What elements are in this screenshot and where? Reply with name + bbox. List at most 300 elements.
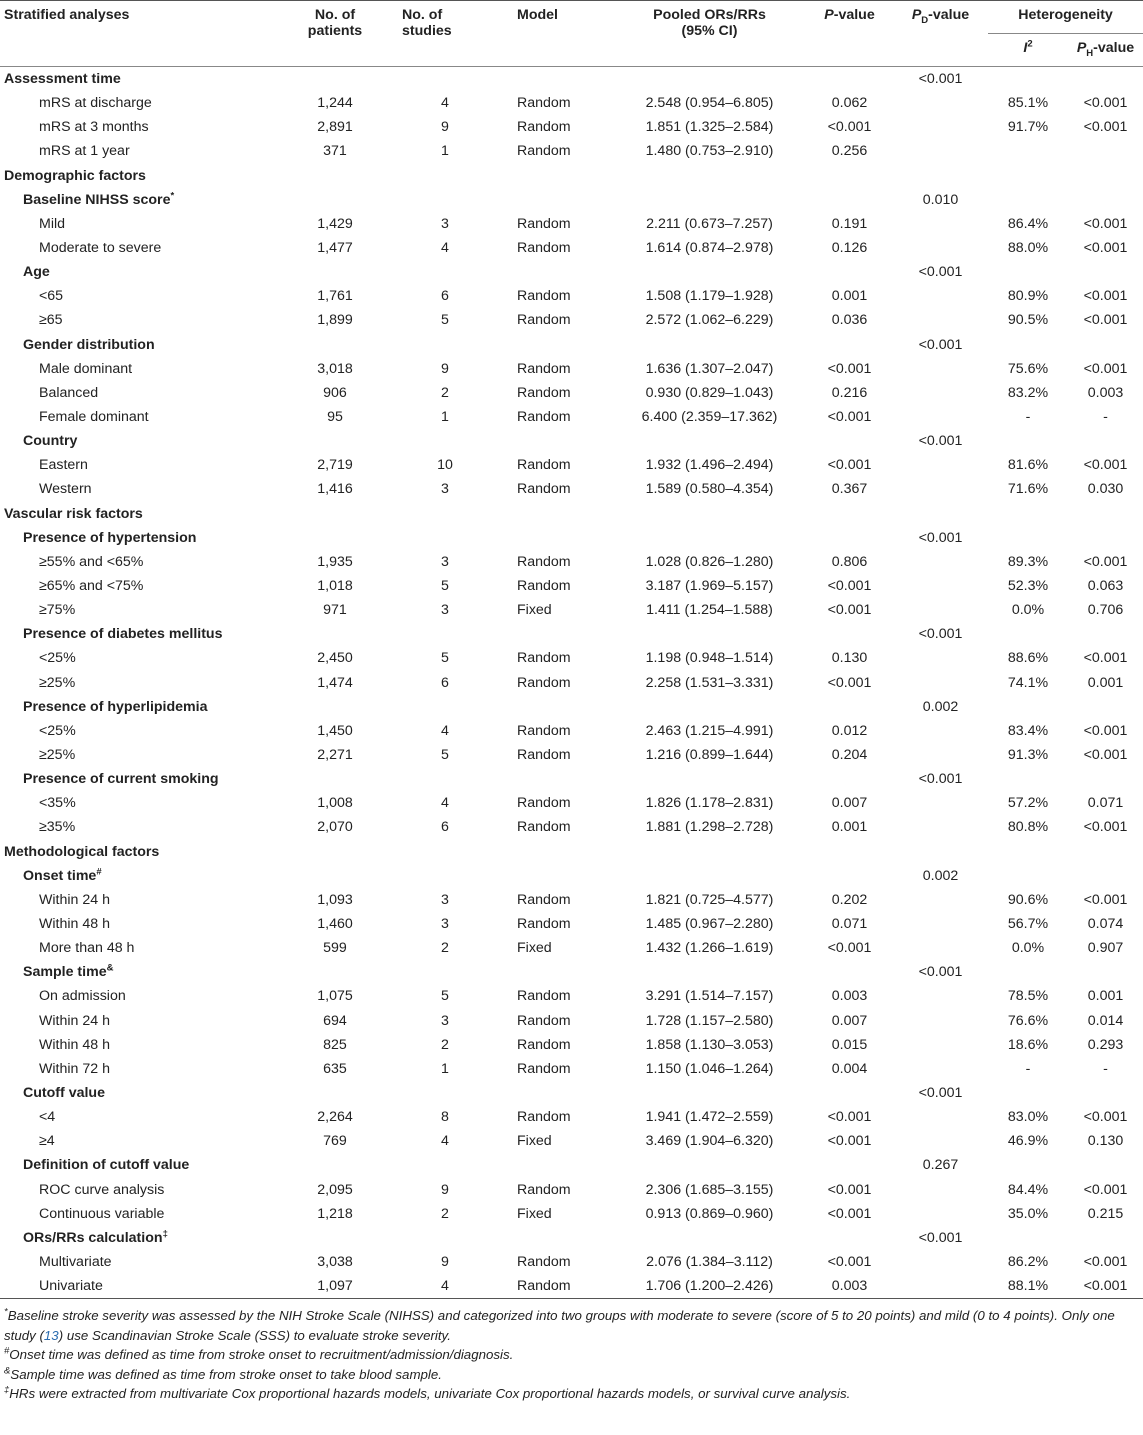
cell-patients: 2,891 — [317, 119, 353, 136]
cell-patients — [290, 188, 380, 212]
cell-ph-value — [1068, 67, 1143, 92]
cell-studies — [380, 188, 510, 212]
cell-pooled-or: 1.851 (1.325–2.584) — [645, 119, 774, 136]
cell-pd-value: <0.001 — [918, 626, 963, 643]
cell-p-value: 0.007 — [831, 1012, 868, 1029]
cell-patients: 694 — [323, 1012, 347, 1029]
cell-ph-value: <0.001 — [1083, 240, 1128, 257]
table-row — [0, 598, 1143, 622]
cell-p-value: <0.001 — [827, 1109, 872, 1126]
cell-p-value: <0.001 — [827, 578, 872, 595]
cell-model — [510, 840, 613, 864]
cell-pooled-or — [613, 960, 806, 984]
cell-studies: 2 — [441, 1205, 449, 1222]
cell-pd-value — [893, 381, 988, 405]
cell-patients: 1,935 — [317, 553, 353, 570]
row-label: <4 — [39, 1109, 56, 1126]
cell-p-value — [806, 526, 893, 550]
cell-ph-value — [1068, 840, 1143, 864]
cell-p-value: 0.007 — [831, 795, 868, 812]
table-row — [0, 139, 1143, 163]
cell-i2: 76.6% — [1007, 1012, 1049, 1029]
cell-pd-value: 0.010 — [922, 191, 959, 208]
cell-p-value: <0.001 — [827, 602, 872, 619]
cell-pd-value — [893, 405, 988, 429]
cell-studies: 3 — [441, 481, 449, 498]
cell-ph-value — [1068, 1226, 1143, 1250]
cell-pooled-or — [613, 767, 806, 791]
cell-studies: 1 — [441, 409, 449, 426]
cell-pd-value — [893, 284, 988, 308]
cell-model: Random — [517, 1109, 571, 1126]
cell-pooled-or: 1.480 (0.753–2.910) — [645, 143, 774, 160]
cell-studies: 3 — [441, 891, 449, 908]
cell-model — [510, 260, 613, 284]
cell-p-value: 0.367 — [831, 481, 868, 498]
table-body — [0, 67, 1143, 1299]
cell-studies: 5 — [441, 988, 449, 1005]
cell-studies: 3 — [441, 553, 449, 570]
cell-model: Random — [517, 312, 571, 329]
cell-studies: 3 — [441, 602, 449, 619]
row-label: On admission — [39, 988, 126, 1005]
cell-patients: 825 — [323, 1036, 347, 1053]
cell-pooled-or: 3.291 (1.514–7.157) — [645, 988, 774, 1005]
cell-model: Random — [517, 288, 571, 305]
row-label: ≥75% — [39, 602, 76, 619]
table-row — [0, 1057, 1143, 1081]
cell-pooled-or: 1.216 (0.899–1.644) — [645, 747, 774, 763]
table-row — [0, 477, 1143, 501]
cell-studies — [380, 164, 510, 188]
cell-pooled-or: 0.913 (0.869–0.960) — [645, 1205, 774, 1222]
table-row — [0, 1250, 1143, 1274]
cell-ph-value: 0.074 — [1087, 915, 1124, 932]
cell-patients — [290, 622, 380, 646]
cell-i2: 46.9% — [1007, 1133, 1049, 1150]
cell-pd-value — [893, 357, 988, 381]
cell-ph-value — [1068, 960, 1143, 984]
row-label: Gender distribution — [23, 336, 155, 353]
cell-pooled-or — [613, 840, 806, 864]
cell-model: Random — [517, 1036, 571, 1053]
cell-patients — [290, 767, 380, 791]
cell-p-value: 0.216 — [831, 384, 868, 401]
cell-studies: 6 — [441, 819, 449, 836]
row-label: mRS at discharge — [39, 95, 152, 112]
cell-p-value — [806, 622, 893, 646]
cell-patients: 769 — [323, 1133, 347, 1150]
cell-patients — [290, 1081, 380, 1105]
cell-pd-value: 0.267 — [922, 1157, 959, 1174]
cell-model: Random — [517, 795, 571, 812]
cell-pooled-or: 1.411 (1.254–1.588) — [646, 602, 773, 619]
cell-i2 — [988, 622, 1068, 646]
cell-pd-value — [893, 936, 988, 960]
cell-patients: 1,899 — [317, 312, 353, 329]
cell-pooled-or: 1.858 (1.130–3.053) — [645, 1036, 774, 1053]
cell-patients: 1,097 — [290, 1274, 380, 1299]
cell-pooled-or: 1.614 (0.874–2.978) — [645, 240, 774, 257]
cell-i2: 84.4% — [1007, 1181, 1049, 1198]
cell-i2: 83.2% — [1007, 384, 1049, 401]
cell-i2 — [988, 502, 1068, 526]
cell-p-value — [806, 429, 893, 453]
cell-pooled-or: 1.881 (1.298–2.728) — [645, 819, 774, 836]
cell-patients — [290, 502, 380, 526]
header-ph-value: $P_H$-value — [1068, 34, 1143, 67]
header-heterogeneity: Heterogeneity — [988, 1, 1143, 34]
cell-patients — [290, 695, 380, 719]
table-row — [0, 936, 1143, 960]
cell-p-value — [806, 840, 893, 864]
cell-studies: 5 — [441, 650, 449, 667]
cell-pd-value — [893, 888, 988, 912]
cell-model: Random — [517, 360, 571, 377]
cell-pooled-or: 6.400 (2.359–17.362) — [641, 409, 778, 426]
cell-p-value — [806, 695, 893, 719]
cell-pd-value — [893, 139, 988, 163]
cell-ph-value: <0.001 — [1083, 360, 1128, 377]
cell-pd-value — [893, 164, 988, 188]
cell-p-value: <0.001 — [827, 1205, 872, 1222]
cell-model: Random — [517, 457, 571, 474]
cell-patients: 971 — [323, 602, 347, 619]
cell-patients: 1,761 — [317, 288, 353, 305]
cell-pooled-or: 1.028 (0.826–1.280) — [645, 553, 774, 570]
cell-i2: 83.4% — [1007, 722, 1049, 739]
cell-i2 — [988, 1153, 1068, 1177]
cell-i2: 86.4% — [1007, 215, 1049, 232]
cell-studies: 1 — [441, 143, 449, 160]
table-row — [0, 308, 1143, 332]
cell-studies: 6 — [441, 288, 449, 305]
cell-pd-value — [893, 91, 988, 115]
cell-model: Random — [517, 915, 571, 932]
footnote-nihss: *Baseline stroke severity was assessed by the NIH Stroke Scale (NIHSS) and categorized into two groups with moderate to severe (score of 5 to 20 points) and mild (0 to 4 points). Only one study (13) use Scandinavian Stroke Scale (SSS) to evaluate stroke severity. — [4, 1306, 1115, 1343]
cell-p-value: 0.191 — [831, 215, 868, 232]
cell-patients — [290, 1153, 380, 1177]
cell-p-value: 0.036 — [831, 312, 868, 329]
cell-p-value — [806, 767, 893, 791]
cell-ph-value: 0.003 — [1087, 384, 1124, 401]
cell-i2 — [988, 840, 1068, 864]
cell-pooled-or: 2.572 (1.062–6.229) — [645, 312, 774, 329]
cell-ph-value: <0.001 — [1083, 312, 1128, 329]
cell-p-value: 0.001 — [831, 819, 868, 836]
cell-pd-value — [893, 1250, 988, 1274]
cell-patients — [290, 429, 380, 453]
cell-i2 — [988, 767, 1068, 791]
cell-studies: 5 — [441, 578, 449, 595]
cell-model: Random — [517, 747, 571, 763]
cell-pd-value — [893, 1177, 988, 1201]
cell-p-value: 0.015 — [831, 1036, 868, 1053]
cell-patients — [290, 1226, 380, 1250]
cell-pooled-or: 1.932 (1.496–2.494) — [645, 457, 774, 474]
cell-p-value: <0.001 — [827, 1181, 872, 1198]
cell-pd-value: <0.001 — [918, 433, 963, 450]
cell-model: Random — [517, 1181, 571, 1198]
cell-patients: 2,450 — [317, 650, 353, 667]
cell-p-value: <0.001 — [827, 119, 872, 136]
cell-p-value: <0.001 — [827, 409, 872, 426]
row-label: Presence of hyperlipidemia — [23, 698, 208, 715]
header-pd-value: $P_D$-value — [911, 7, 970, 26]
cell-pooled-or — [613, 1081, 806, 1105]
cell-studies: 8 — [441, 1109, 449, 1126]
cell-patients: 2,271 — [317, 747, 353, 763]
cell-ph-value: <0.001 — [1068, 1274, 1143, 1299]
row-label: <25% — [39, 650, 76, 667]
cell-ph-value: <0.001 — [1083, 650, 1128, 667]
subgroup-header-row — [0, 333, 1143, 357]
row-label: Country — [23, 433, 78, 450]
cell-pooled-or — [613, 164, 806, 188]
cell-ph-value — [1068, 260, 1143, 284]
cell-model — [510, 502, 613, 526]
table-row — [0, 550, 1143, 574]
cell-pd-value — [893, 550, 988, 574]
cell-i2 — [988, 260, 1068, 284]
row-label: Presence of hypertension — [23, 529, 197, 546]
cell-p-value: <0.001 — [827, 1133, 872, 1150]
cell-pooled-or — [613, 502, 806, 526]
subgroup-header-row — [0, 960, 1143, 984]
cell-p-value — [806, 864, 893, 888]
row-label: Presence of current smoking — [23, 771, 219, 788]
cell-patients — [290, 840, 380, 864]
cell-pd-value — [893, 598, 988, 622]
cell-i2: 89.3% — [1007, 553, 1049, 570]
cell-ph-value: <0.001 — [1083, 215, 1128, 232]
table-row — [0, 743, 1143, 767]
reference-link[interactable]: 13 — [43, 1327, 59, 1343]
cell-ph-value: 0.706 — [1087, 602, 1124, 619]
subgroup-header-row — [0, 260, 1143, 284]
cell-p-value: 0.062 — [831, 95, 868, 112]
cell-model — [510, 695, 613, 719]
table-row — [0, 671, 1143, 695]
cell-pd-value — [893, 791, 988, 815]
cell-patients: 3,038 — [317, 1253, 353, 1270]
cell-patients: 1,429 — [317, 215, 353, 232]
cell-ph-value: - — [1103, 409, 1108, 426]
cell-studies: 9 — [441, 1181, 449, 1198]
cell-pooled-or: 1.728 (1.157–2.580) — [645, 1012, 774, 1029]
cell-model — [510, 960, 613, 984]
cell-model: Random — [517, 819, 571, 836]
cell-i2 — [988, 333, 1068, 357]
cell-pd-value — [893, 646, 988, 670]
table-row — [0, 357, 1143, 381]
cell-ph-value: 0.293 — [1087, 1036, 1124, 1053]
cell-ph-value: 0.071 — [1087, 795, 1124, 812]
cell-model: Random — [517, 384, 571, 401]
cell-model: Random — [517, 578, 571, 595]
row-label: ≥4 — [39, 1133, 55, 1150]
cell-ph-value: 0.130 — [1087, 1133, 1124, 1150]
cell-model: Random — [517, 119, 571, 136]
cell-studies: 4 — [441, 795, 449, 812]
cell-i2: 0.0% — [1011, 602, 1045, 619]
cell-i2: 90.6% — [1007, 891, 1049, 908]
cell-pd-value — [893, 1274, 988, 1299]
cell-pd-value: <0.001 — [918, 964, 963, 981]
cell-patients: 1,474 — [317, 674, 353, 691]
cell-ph-value — [1068, 333, 1143, 357]
cell-i2: - — [1025, 409, 1031, 426]
cell-pd-value — [893, 984, 988, 1008]
cell-p-value — [806, 1153, 893, 1177]
cell-p-value: 0.003 — [831, 988, 868, 1005]
cell-model: Fixed — [517, 602, 552, 619]
cell-p-value: 0.012 — [831, 722, 868, 739]
header-patients: No. of patients — [307, 7, 363, 39]
cell-pd-value: <0.001 — [918, 529, 963, 546]
cell-patients: 95 — [327, 409, 343, 426]
table-row — [0, 646, 1143, 670]
cell-pd-value — [893, 453, 988, 477]
cell-studies — [380, 840, 510, 864]
cell-pooled-or: 1.198 (0.948–1.514) — [645, 650, 774, 667]
cell-pd-value — [893, 212, 988, 236]
cell-studies: 4 — [441, 1133, 449, 1150]
cell-model — [510, 164, 613, 188]
cell-ph-value: <0.001 — [1083, 1181, 1128, 1198]
table-row — [0, 984, 1143, 1008]
table-row — [0, 1008, 1143, 1032]
cell-ph-value: <0.001 — [1083, 891, 1128, 908]
cell-patients — [290, 960, 380, 984]
cell-model — [510, 1153, 613, 1177]
row-label: Moderate to severe — [39, 240, 162, 257]
cell-model: Random — [517, 215, 571, 232]
row-label: <35% — [39, 795, 76, 812]
cell-p-value: <0.001 — [827, 674, 872, 691]
row-label: <65 — [39, 288, 64, 305]
row-label: ORs/RRs calculation‡ — [23, 1228, 168, 1246]
cell-i2: 0.0% — [1011, 940, 1045, 957]
subgroup-header-row — [0, 188, 1143, 212]
footnote-onset-time: #Onset time was defined as time from stroke onset to recruitment/admission/diagnosis. — [4, 1345, 514, 1363]
table-row — [0, 284, 1143, 308]
cell-model: Random — [517, 481, 571, 498]
cell-model: Random — [517, 674, 571, 691]
cell-studies — [380, 67, 510, 92]
cell-p-value: <0.001 — [827, 1253, 872, 1270]
cell-patients: 1,450 — [317, 722, 353, 739]
cell-ph-value — [1068, 164, 1143, 188]
cell-patients — [290, 864, 380, 888]
table-row — [0, 1129, 1143, 1153]
cell-i2: 18.6% — [1007, 1036, 1049, 1053]
cell-pooled-or — [613, 526, 806, 550]
cell-p-value: 0.004 — [831, 1060, 868, 1077]
cell-model: Random — [517, 1253, 571, 1270]
cell-studies: 1 — [441, 1060, 449, 1077]
cell-p-value: 0.256 — [831, 143, 868, 160]
cell-pd-value — [893, 1057, 988, 1081]
cell-ph-value: <0.001 — [1083, 1253, 1128, 1270]
table-row — [0, 1202, 1143, 1226]
cell-studies — [380, 864, 510, 888]
cell-i2: 78.5% — [1007, 988, 1049, 1005]
header-pooled: Pooled ORs/RRs (95% CI) — [653, 7, 766, 39]
cell-ph-value — [1068, 695, 1143, 719]
cell-ph-value: 0.030 — [1087, 481, 1124, 498]
cell-pooled-or: 0.930 (0.829–1.043) — [645, 384, 774, 401]
section-header-row — [0, 164, 1143, 188]
cell-patients: 1,018 — [317, 578, 353, 595]
table-footnotes — [0, 1299, 1143, 1404]
cell-pd-value: <0.001 — [918, 771, 963, 788]
cell-ph-value: 0.907 — [1087, 940, 1124, 957]
cell-p-value: <0.001 — [827, 940, 872, 957]
cell-pooled-or — [613, 67, 806, 92]
cell-patients: 1,218 — [317, 1205, 353, 1222]
row-label: Within 24 h — [39, 1012, 110, 1029]
cell-model: Fixed — [517, 1205, 552, 1222]
cell-model: Random — [517, 553, 571, 570]
table-row — [0, 791, 1143, 815]
cell-studies: 5 — [441, 312, 449, 329]
cell-i2: 91.7% — [1007, 119, 1049, 136]
cell-studies: 3 — [441, 215, 449, 232]
cell-p-value: 0.130 — [831, 650, 868, 667]
cell-ph-value — [1068, 864, 1143, 888]
cell-i2 — [988, 864, 1068, 888]
cell-p-value — [806, 188, 893, 212]
row-label: ROC curve analysis — [39, 1181, 165, 1198]
cell-pooled-or: 1.941 (1.472–2.559) — [645, 1109, 774, 1126]
header-row — [0, 1, 1143, 34]
row-label: Within 72 h — [39, 1060, 110, 1077]
cell-studies: 10 — [437, 457, 453, 474]
cell-studies: 9 — [441, 1253, 449, 1270]
cell-i2: 85.1% — [1007, 95, 1049, 112]
cell-pooled-or — [613, 429, 806, 453]
cell-p-value — [806, 164, 893, 188]
cell-p-value — [806, 502, 893, 526]
cell-p-value — [806, 67, 893, 92]
cell-pd-value — [893, 502, 988, 526]
cell-model — [510, 333, 613, 357]
cell-ph-value: <0.001 — [1083, 747, 1128, 763]
cell-p-value: 0.806 — [831, 553, 868, 570]
cell-pooled-or: 2.548 (0.954–6.805) — [645, 95, 774, 112]
cell-pd-value — [893, 719, 988, 743]
cell-i2 — [988, 1226, 1068, 1250]
cell-pooled-or: 2.463 (1.215–4.991) — [645, 722, 774, 739]
section-header-row — [0, 840, 1143, 864]
cell-ph-value — [1068, 622, 1143, 646]
cell-pd-value — [893, 1129, 988, 1153]
cell-pooled-or: 1.826 (1.178–2.831) — [645, 795, 774, 812]
row-label: mRS at 1 year — [39, 143, 130, 160]
cell-patients — [290, 333, 380, 357]
cell-pooled-or: 1.636 (1.307–2.047) — [645, 360, 774, 377]
cell-pooled-or — [613, 1153, 806, 1177]
cell-ph-value: 0.215 — [1087, 1205, 1124, 1222]
cell-pd-value — [893, 840, 988, 864]
cell-patients: 599 — [323, 940, 347, 957]
cell-pd-value — [893, 1008, 988, 1032]
footnote-mark: ‡ — [162, 1228, 168, 1240]
cell-ph-value: <0.001 — [1083, 119, 1128, 136]
cell-patients: 1,416 — [317, 481, 353, 498]
cell-model: Fixed — [517, 940, 552, 957]
